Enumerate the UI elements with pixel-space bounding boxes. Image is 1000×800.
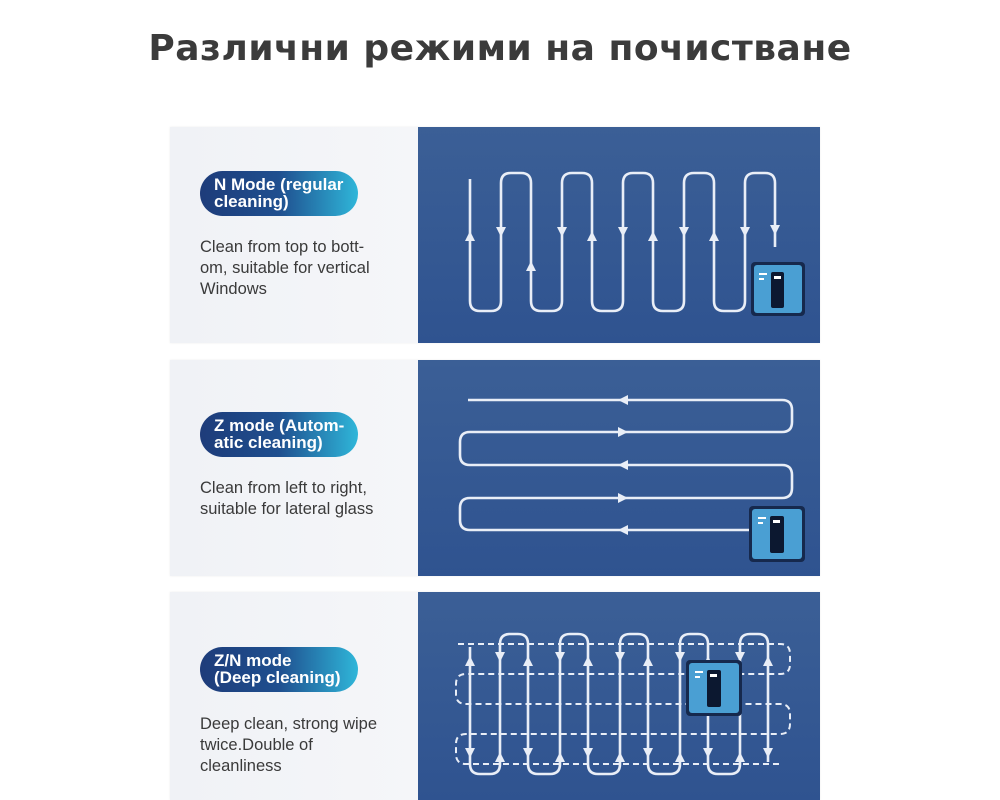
mode-text-panel: [170, 360, 418, 576]
page-title: Различни режими на почистване: [148, 28, 852, 69]
mode-badge: [200, 647, 358, 692]
mode-badge-line: Z mode (Autom-: [214, 416, 345, 435]
mode-badge: [200, 412, 358, 457]
mode-card-zn: [170, 592, 820, 800]
mode-badge-line: N Mode (regular: [214, 175, 344, 194]
mode-card-z: [170, 360, 820, 576]
mode-description-line: Clean from left to right,: [200, 479, 367, 497]
mode-badge: [200, 171, 358, 216]
window-cleaning-robot-icon: [751, 262, 805, 316]
mode-description-line: suitable for lateral glass: [200, 500, 374, 518]
mode-description-line: cleanliness: [200, 757, 282, 775]
mode-description-line: Clean from top to bott-: [200, 238, 365, 256]
mode-description: [200, 237, 410, 300]
mode-badge-line: atic cleaning): [214, 433, 323, 452]
mode-badge-line: cleaning): [214, 192, 289, 211]
mode-description-line: Deep clean, strong wipe: [200, 715, 378, 733]
mode-diagram-panel: [418, 592, 820, 800]
mode-text-panel: [170, 127, 418, 343]
mode-badge-line: (Deep cleaning): [214, 668, 341, 687]
window-cleaning-robot-icon: [749, 506, 805, 562]
mode-badge-line: Z/N mode: [214, 651, 292, 670]
combined-zigzag-path: [418, 592, 820, 800]
mode-description-line: om, suitable for vertical: [200, 259, 370, 277]
mode-description-line: Windows: [200, 280, 267, 298]
window-cleaning-robot-icon: [686, 660, 742, 716]
mode-description: [200, 714, 410, 777]
vertical-zigzag-path: [418, 127, 820, 343]
mode-diagram-panel: [418, 360, 820, 576]
mode-card-n: [170, 127, 820, 343]
horizontal-zigzag-path: [418, 360, 820, 576]
mode-description: [200, 478, 410, 520]
mode-diagram-panel: [418, 127, 820, 343]
mode-description-line: twice.Double of: [200, 736, 313, 754]
mode-text-panel: [170, 592, 418, 800]
